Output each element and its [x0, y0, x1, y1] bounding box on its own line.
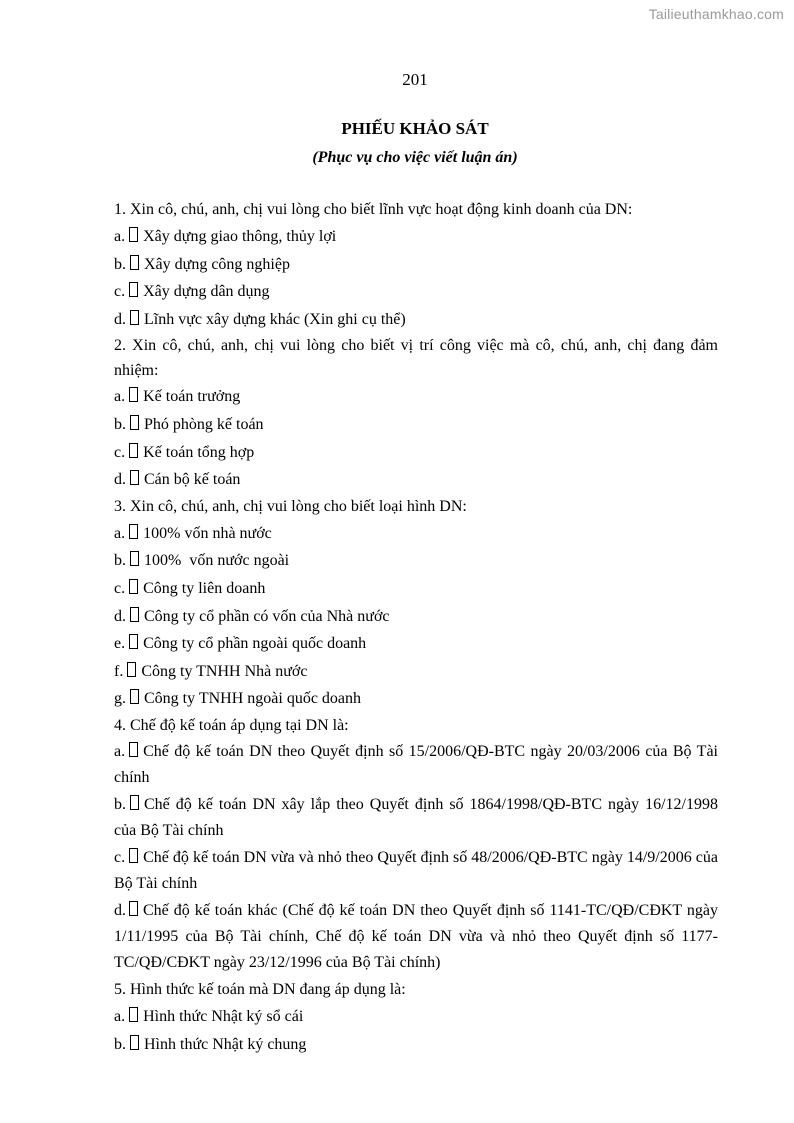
option-text: Kế toán trưởng — [143, 388, 241, 406]
option-3d[interactable] — [114, 603, 718, 631]
option-text: Chế độ kế toán khác (Chế độ kế toán DN theo Quyết định số 1141-TC/QĐ/CĐKT ngày 1/11/1995 của Bộ Tài chính, Chế độ kế toán DN vừa và nhỏ theo Quyết định số 1177-TC/QĐ/CĐKT ngày 23/12/1996 của Bộ Tài chính) — [114, 901, 718, 971]
checkbox-icon[interactable] — [129, 901, 138, 916]
option-3g[interactable] — [114, 685, 718, 713]
option-3c[interactable] — [114, 575, 718, 603]
option-letter: a. — [114, 388, 126, 406]
option-3e[interactable] — [114, 630, 718, 658]
option-3a[interactable] — [114, 520, 718, 548]
option-text: Công ty TNHH Nhà nước — [141, 662, 308, 680]
option-letter: g. — [114, 690, 126, 708]
option-text: 100% vốn nhà nước — [143, 524, 272, 542]
option-letter: c. — [114, 443, 126, 461]
option-letter: e. — [114, 635, 126, 653]
option-letter: f. — [114, 662, 124, 680]
survey-content — [114, 197, 718, 1058]
checkbox-icon[interactable] — [130, 310, 139, 325]
option-letter: b. — [114, 255, 126, 273]
page-title: PHIẾU KHẢO SÁT — [341, 119, 489, 138]
option-text: Chế độ kế toán DN vừa và nhỏ theo Quyết định số 48/2006/QĐ-BTC ngày 14/9/2006 của Bộ Tài chính — [114, 848, 718, 892]
question-1: 1. Xin cô, chú, anh, chị vui lòng cho biết lĩnh vực hoạt động kinh doanh của DN: — [114, 201, 633, 218]
checkbox-icon[interactable] — [129, 634, 138, 649]
watermark: Tailieuthamkhao.com — [648, 6, 784, 22]
checkbox-icon[interactable] — [130, 689, 139, 704]
option-4c[interactable] — [114, 845, 718, 897]
checkbox-icon[interactable] — [129, 227, 138, 242]
option-3b[interactable] — [114, 547, 718, 575]
checkbox-icon[interactable] — [130, 795, 139, 810]
question-2: 2. Xin cô, chú, anh, chị vui lòng cho biết vị trí công việc mà cô, chú, anh, chị đang đảm nhiệm: — [114, 337, 718, 380]
option-letter: c. — [114, 848, 126, 866]
checkbox-icon[interactable] — [130, 607, 139, 622]
checkbox-icon[interactable] — [130, 415, 139, 430]
option-text: Lĩnh vực xây dựng khác (Xin ghi cụ thể) — [144, 310, 406, 328]
option-1b[interactable] — [114, 251, 718, 279]
option-letter: d. — [114, 310, 126, 328]
option-4b[interactable] — [114, 792, 718, 844]
question-5: 5. Hình thức kế toán mà DN đang áp dụng là: — [114, 980, 406, 998]
option-text: Phó phòng kế toán — [144, 415, 264, 433]
option-text: Xây dựng dân dụng — [143, 283, 270, 301]
option-text: Xây dựng giao thông, thủy lợi — [143, 228, 337, 245]
option-letter: a. — [114, 742, 126, 760]
option-letter: a. — [114, 1007, 126, 1025]
option-1c[interactable] — [114, 278, 718, 306]
question-3: 3. Xin cô, chú, anh, chị vui lòng cho biết loại hình DN: — [114, 497, 467, 515]
option-text: Hình thức Nhật ký chung — [144, 1035, 307, 1053]
page-number: 201 — [402, 70, 428, 89]
option-3f[interactable] — [114, 658, 718, 686]
option-text: Hình thức Nhật ký sổ cái — [143, 1007, 304, 1025]
option-text: Chế độ kế toán DN theo Quyết định số 15/2006/QĐ-BTC ngày 20/03/2006 của Bộ Tài chính — [114, 742, 718, 786]
option-5b[interactable] — [114, 1031, 718, 1059]
checkbox-icon[interactable] — [130, 551, 139, 566]
option-letter: b. — [114, 1035, 126, 1053]
option-letter: b. — [114, 552, 126, 570]
option-letter: a. — [114, 524, 126, 542]
option-text: Công ty TNHH ngoài quốc doanh — [144, 690, 362, 708]
checkbox-icon[interactable] — [129, 579, 138, 594]
option-5a[interactable] — [114, 1003, 718, 1031]
option-4a[interactable] — [114, 739, 718, 791]
option-2b[interactable] — [114, 411, 718, 439]
checkbox-icon[interactable] — [129, 387, 138, 402]
question-4: 4. Chế độ kế toán áp dụng tại DN là: — [114, 716, 349, 734]
option-letter: a. — [114, 228, 126, 245]
option-2d[interactable] — [114, 466, 718, 494]
option-2a[interactable] — [114, 383, 718, 411]
option-2c[interactable] — [114, 439, 718, 467]
option-letter: c. — [114, 579, 126, 597]
option-letter: d. — [114, 901, 126, 919]
option-1d[interactable] — [114, 306, 718, 334]
option-text: 100% vốn nước ngoài — [144, 552, 290, 570]
option-letter: d. — [114, 471, 126, 489]
option-text: Công ty cổ phần ngoài quốc doanh — [143, 635, 367, 653]
checkbox-icon[interactable] — [129, 443, 138, 458]
checkbox-icon[interactable] — [129, 848, 138, 863]
checkbox-icon[interactable] — [129, 742, 138, 757]
option-letter: b. — [114, 415, 126, 433]
option-text: Công ty cổ phần có vốn của Nhà nước — [144, 607, 390, 625]
option-letter: d. — [114, 607, 126, 625]
checkbox-icon[interactable] — [130, 255, 139, 270]
checkbox-icon[interactable] — [130, 1035, 139, 1050]
checkbox-icon[interactable] — [129, 1007, 138, 1022]
page-subtitle: (Phục vụ cho việc viết luận án) — [312, 149, 518, 166]
option-text: Công ty liên doanh — [143, 579, 266, 597]
option-letter: c. — [114, 283, 126, 301]
option-text: Chế độ kế toán DN xây lắp theo Quyết định số 1864/1998/QĐ-BTC ngày 16/12/1998 của Bộ Tài chính — [114, 795, 718, 839]
option-letter: b. — [114, 795, 126, 813]
option-text: Kế toán tổng hợp — [143, 443, 255, 461]
checkbox-icon[interactable] — [129, 524, 138, 539]
option-4d[interactable] — [114, 898, 718, 976]
checkbox-icon[interactable] — [130, 470, 139, 485]
option-text: Cán bộ kế toán — [144, 471, 241, 489]
checkbox-icon[interactable] — [127, 662, 136, 677]
option-text: Xây dựng công nghiệp — [144, 255, 290, 273]
option-1a[interactable] — [114, 223, 718, 251]
checkbox-icon[interactable] — [129, 282, 138, 297]
